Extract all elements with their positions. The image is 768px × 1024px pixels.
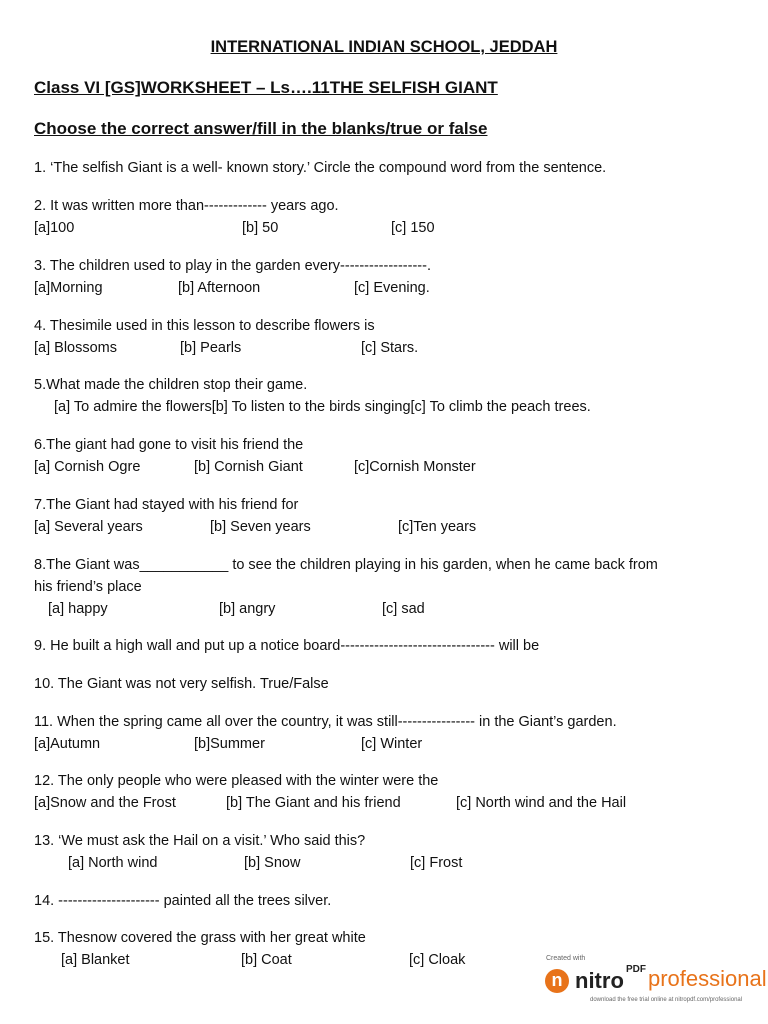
question-text: 13. ‘We must ask the Hail on a visit.’ Who said this? <box>34 833 366 849</box>
options <box>34 337 734 359</box>
options-line: [a] To admire the flowers[b] To listen to the birds singing[c] To climb the peach trees. <box>54 399 591 415</box>
option-b: [b] Cornish Giant <box>194 459 303 475</box>
options <box>34 456 734 478</box>
option-a: [a] Blanket <box>61 952 130 968</box>
school-title: INTERNATIONAL INDIAN SCHOOL, JEDDAH <box>210 38 558 56</box>
option-c: [c] Evening. <box>354 280 430 296</box>
question-14 <box>34 890 734 912</box>
option-a: [a] Several years <box>34 519 143 535</box>
option-c: [c]Cornish Monster <box>354 459 476 475</box>
question-3 <box>34 255 734 299</box>
question-text: 8.The Giant was___________ to see the children playing in his garden, when he came back from <box>34 557 658 573</box>
options <box>34 852 734 874</box>
options <box>34 598 734 620</box>
option-b: [b] Seven years <box>210 519 311 535</box>
created-with-label: Created with <box>546 955 586 962</box>
question-text-continued: his friend’s place <box>34 579 142 595</box>
brand-nitro: nitro <box>575 968 624 993</box>
question-9 <box>34 635 734 657</box>
options <box>34 217 734 239</box>
question-text: 6.The giant had gone to visit his friend the <box>34 437 304 453</box>
question-2 <box>34 195 734 239</box>
question-12 <box>34 770 734 814</box>
option-b: [b] Coat <box>241 952 292 968</box>
worksheet-subtitle: Class VI [GS]WORKSHEET – Ls….11THE SELFISH GIANT <box>34 78 498 97</box>
option-c: [c]Ten years <box>398 519 477 535</box>
question-text: 4. Thesimile used in this lesson to describe flowers is <box>34 318 375 334</box>
instruction-heading: Choose the correct answer/fill in the blanks/true or false <box>34 119 488 138</box>
option-a: [a] Blossoms <box>34 340 117 356</box>
option-b: [b] 50 <box>242 220 279 236</box>
options <box>34 792 734 814</box>
nitro-logo-icon: n <box>545 969 569 993</box>
option-b: [b] Snow <box>244 855 301 871</box>
options <box>34 516 734 538</box>
question-5 <box>34 374 734 418</box>
option-b: [b] Afternoon <box>178 280 261 296</box>
question-text: 10. The Giant was not very selfish. True/False <box>34 676 329 692</box>
question-4 <box>34 315 734 359</box>
question-11 <box>34 711 734 755</box>
brand-professional: professional <box>648 966 767 991</box>
option-b: [b] Pearls <box>180 340 242 356</box>
question-text: 3. The children used to play in the garden every------------------. <box>34 258 431 274</box>
question-text: 5.What made the children stop their game. <box>34 377 308 393</box>
option-a: [a] North wind <box>68 855 158 871</box>
question-text: 9. He built a high wall and put up a notice board-------------------------------- will be <box>34 638 540 654</box>
question-text: 11. When the spring came all over the country, it was still---------------- in the Giant’s garden. <box>34 714 617 730</box>
question-7 <box>34 494 734 538</box>
question-8 <box>34 554 734 620</box>
option-a: [a]Snow and the Frost <box>34 795 176 811</box>
option-b: [b] The Giant and his friend <box>226 795 401 811</box>
question-text: 12. The only people who were pleased with the winter were the <box>34 773 439 789</box>
download-note: download the free trial online at nitropdf.com/professional <box>590 997 743 1003</box>
question-13 <box>34 830 734 874</box>
option-a: [a]Morning <box>34 280 103 296</box>
option-a: [a]Autumn <box>34 736 101 752</box>
question-6 <box>34 434 734 478</box>
option-c: [c] Winter <box>361 736 423 752</box>
question-10 <box>34 673 734 695</box>
question-text: 15. Thesnow covered the grass with her great white <box>34 930 366 946</box>
option-c: [c] Frost <box>410 855 463 871</box>
option-b: [b] angry <box>219 601 276 617</box>
option-b: [b]Summer <box>194 736 265 752</box>
option-a: [a] happy <box>48 601 108 617</box>
question-text: 14. --------------------- painted all the trees silver. <box>34 893 332 909</box>
options <box>34 277 734 299</box>
question-text: 7.The Giant had stayed with his friend for <box>34 497 299 513</box>
option-a: [a]100 <box>34 220 75 236</box>
option-c: [c] North wind and the Hail <box>456 795 627 811</box>
question-text: 2. It was written more than------------- years ago. <box>34 198 339 214</box>
option-c: [c] 150 <box>391 220 435 236</box>
option-c: [c] sad <box>382 601 425 617</box>
brand-pdf: PDF <box>626 964 646 975</box>
question-text: 1. ‘The selfish Giant is a well- known story.’ Circle the compound word from the sentence. <box>34 160 607 176</box>
question-1 <box>34 157 734 179</box>
nitro-pdf-logo <box>543 955 767 1010</box>
options <box>34 396 734 418</box>
option-a: [a] Cornish Ogre <box>34 459 141 475</box>
option-c: [c] Cloak <box>409 952 466 968</box>
option-c: [c] Stars. <box>361 340 419 356</box>
options <box>34 733 734 755</box>
